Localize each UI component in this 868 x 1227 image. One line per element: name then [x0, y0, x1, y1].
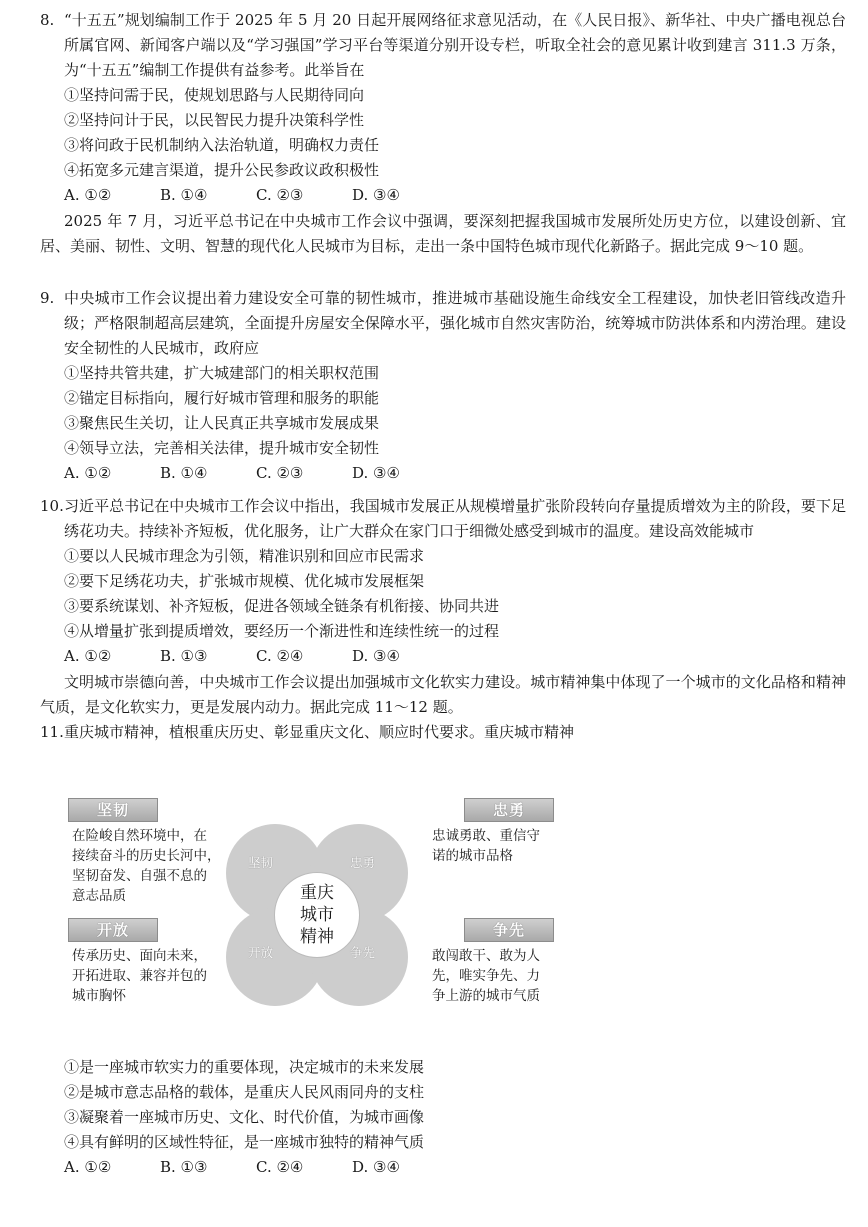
question-text: 重庆城市精神，植根重庆历史、彰显重庆文化、顺应时代要求。重庆城市精神: [64, 723, 575, 741]
tag-jianren: 坚韧: [68, 798, 158, 822]
question-9-stem: [40, 286, 846, 361]
tag-zhongyong: 忠勇: [464, 798, 554, 822]
chongqing-spirit-diagram: [60, 792, 580, 1022]
option-2: ②要下足绣花功夫，扩张城市规模、优化城市发展框架: [64, 572, 425, 590]
option-4: ④从增量扩张到提质增效，要经历一个渐进性和连续性统一的过程: [64, 622, 500, 640]
desc-zhengxian: 敢闯敢干、敢为人 先，唯实争先、力 争上游的城市气质: [432, 948, 540, 1004]
choice-a: A. ①②: [64, 647, 112, 665]
choice-d: D. ③④: [352, 464, 400, 482]
petal-label-zhongyong: 忠勇: [350, 855, 376, 870]
tag-kaifang: 开放: [68, 918, 158, 942]
option-4: ④具有鲜明的区域性特征，是一座城市独特的精神气质: [64, 1133, 425, 1151]
petal-label-zhengxian: 争先: [350, 945, 376, 960]
question-text: 习近平总书记在中央城市工作会议中指出，我国城市发展正从规模增量扩张阶段转向存量提质增效为主的阶段，要下足绣花功夫。持续补齐短板，优化服务，让广大群众在家门口于细微处感受到城市的温度。建设高效能城市: [64, 497, 846, 540]
choice-c: C. ②④: [256, 647, 304, 665]
choice-c: C. ②③: [256, 186, 304, 204]
center-circle: 重庆 城市 精神: [274, 872, 360, 958]
desc-zhongyong: 忠诚勇敢、重信守 诺的城市品格: [432, 828, 540, 864]
choice-b: B. ①④: [160, 186, 208, 204]
choice-c: C. ②④: [256, 1158, 304, 1176]
question-10: [40, 494, 846, 745]
option-3: ③要系统谋划、补齐短板，促进各领域全链条有机衔接、协同共进: [64, 597, 500, 615]
desc-kaifang: 传承历史、面向未来， 开拓进取、兼容并包的 城市胸怀: [72, 948, 207, 1004]
choice-b: B. ①④: [160, 464, 208, 482]
answer-choices: [40, 644, 846, 669]
question-number: 8.: [40, 11, 55, 29]
question-text: “十五五”规划编制工作于 2025 年 5 月 20 日起开展网络征求意见活动，在《人民日报》、新华社、中央广播电视总台所属官网、新闻客户端以及“学习强国”学习平台等渠道分别开设专栏，听取全社会的意见累计收到建言 311.3 万条，为“十五五”编制工作提供有益参考。此举旨在: [64, 11, 846, 79]
option-3: ③将问政于民机制纳入法治轨道，明确权力责任: [64, 136, 380, 154]
choice-b: B. ①③: [160, 647, 208, 665]
choice-d: D. ③④: [352, 647, 400, 665]
answer-choices: [40, 183, 846, 208]
question-8: [40, 8, 846, 259]
question-11-options: [40, 1055, 846, 1180]
choice-a: A. ①②: [64, 186, 112, 204]
option-4: ④领导立法，完善相关法律，提升城市安全韧性: [64, 439, 380, 457]
option-2: ②锚定目标指向，履行好城市管理和服务的职能: [64, 389, 380, 407]
choice-b: B. ①③: [160, 1158, 208, 1176]
desc-jianren: 在险峻自然环境中，在 接续奋斗的历史长河中， 坚韧奋发、自强不息的 意志品质: [72, 828, 221, 904]
question-10-stem: [40, 494, 846, 544]
option-1: ①坚持问需于民，使规划思路与人民期待同向: [64, 86, 365, 104]
choice-d: D. ③④: [352, 186, 400, 204]
question-11-stem: [40, 720, 846, 745]
question-text: 中央城市工作会议提出着力建设安全可靠的韧性城市，推进城市基础设施生命线安全工程建设，加快老旧管线改造升级；严格限制超高层建筑，全面提升房屋安全保障水平，强化城市自然灾害防治，统筹城市防洪体系和内涝治理。建设安全韧性的人民城市，政府应: [64, 289, 846, 357]
intro-9-10: 2025 年 7 月，习近平总书记在中央城市工作会议中强调，要深刻把握我国城市发展所处历史方位，以建设创新、宜居、美丽、韧性、文明、智慧的现代化人民城市为目标，走出一条中国特色城市现代化新路子。据此完成 9～10 题。: [40, 212, 846, 255]
question-number: 11.: [40, 723, 64, 741]
answer-choices: [40, 1155, 846, 1180]
option-1: ①是一座城市软实力的重要体现，决定城市的未来发展: [64, 1058, 425, 1076]
petal-label-jianren: 坚韧: [248, 855, 274, 870]
question-number: 10.: [40, 497, 64, 515]
choice-c: C. ②③: [256, 464, 304, 482]
intro-11-12: 文明城市崇德向善，中央城市工作会议提出加强城市文化软实力建设。城市精神集中体现了一个城市的文化品格和精神气质，是文化软实力，更是发展内动力。据此完成 11～12 题。: [40, 673, 846, 716]
question-9: [40, 286, 846, 486]
option-2: ②是城市意志品格的载体，是重庆人民风雨同舟的支柱: [64, 1083, 425, 1101]
petal-label-kaifang: 开放: [248, 945, 274, 960]
option-4: ④拓宽多元建言渠道，提升公民参政议政积极性: [64, 161, 380, 179]
option-1: ①要以人民城市理念为引领，精准识别和回应市民需求: [64, 547, 425, 565]
option-2: ②坚持问计于民，以民智民力提升决策科学性: [64, 111, 365, 129]
option-3: ③聚焦民生关切，让人民真正共享城市发展成果: [64, 414, 380, 432]
question-number: 9.: [40, 289, 55, 307]
tag-zhengxian: 争先: [464, 918, 554, 942]
choice-a: A. ①②: [64, 1158, 112, 1176]
choice-a: A. ①②: [64, 464, 112, 482]
option-3: ③凝聚着一座城市历史、文化、时代价值，为城市画像: [64, 1108, 425, 1126]
answer-choices: [40, 461, 846, 486]
choice-d: D. ③④: [352, 1158, 400, 1176]
option-1: ①坚持共管共建，扩大城建部门的相关职权范围: [64, 364, 380, 382]
question-8-stem: [40, 8, 846, 83]
